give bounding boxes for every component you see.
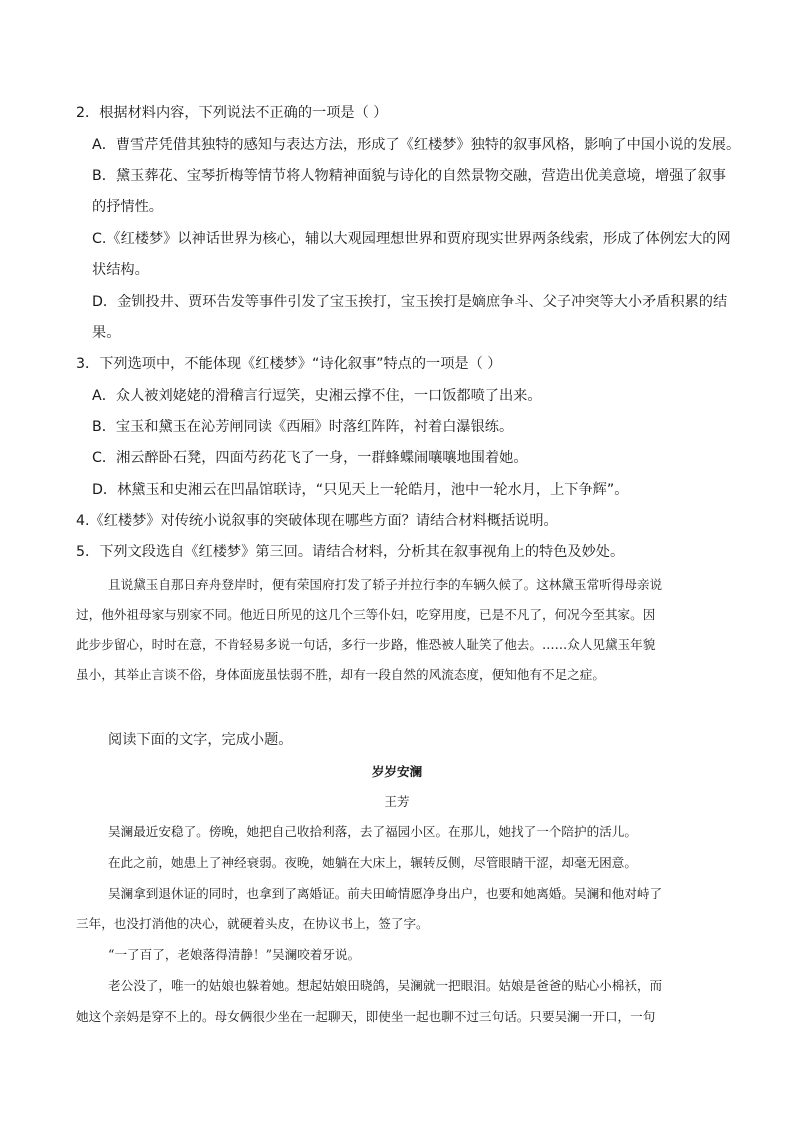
story-paragraph: 吴澜拿到退休证的同时，也拿到了离婚证。前夫田崎情愿净身出户，也要和她离婚。吴澜和他对峙了 [108, 886, 663, 901]
question-2-option-a: A．曹雪芹凭借其独特的感知与表达方法，形成了《红楼梦》独特的叙事风格，影响了中国小说的发展。 [92, 137, 741, 153]
story-paragraph: “一了百了，老娘落得清静！”吴澜咬着牙说。 [108, 947, 361, 962]
story-title: 岁岁安澜 [371, 764, 423, 779]
question-3-option-a: A．众人被刘姥姥的滑稽言行逗笑，史湘云撑不住，一口饭都喷了出来。 [92, 388, 542, 404]
question-4-stem: 4.《红楼梦》对传统小说叙事的突破体现在哪些方面？请结合材料概括说明。 [76, 513, 558, 529]
question-3-stem: 3．下列选项中，不能体现《红楼梦》“诗化叙事”特点的一项是（ ） [76, 356, 502, 372]
excerpt-line: 且说黛玉自那日弃舟登岸时，便有荣国府打发了轿子并拉行李的车辆久候了。这林黛玉常听得母亲说 [108, 577, 663, 592]
question-2-option-d: D．金钏投井、贾环告发等事件引发了宝玉挨打，宝玉挨打是嫡庶争斗、父子冲突等大小矛盾积累的结 [92, 294, 728, 310]
question-2-option-c-cont: 状结构。 [92, 262, 149, 278]
excerpt-line: 过，他外祖母家与别家不同。他近日所见的这几个三等仆妇，吃穿用度，已是不凡了，何况今至其家。因 [76, 607, 656, 622]
question-2-option-b: B．黛玉葬花、宝琴折梅等情节将人物精神面貌与诗化的自然景物交融，营造出优美意境，增强了叙事 [92, 168, 726, 184]
question-3-option-c: C．湘云醉卧石凳，四面芍药花飞了一身，一群蜂蝶闹嚷嚷地围着她。 [92, 450, 528, 466]
reading-instruction: 阅读下面的文字，完成小题。 [108, 732, 293, 748]
story-author: 王芳 [384, 794, 410, 809]
question-2-option-b-cont: 的抒情性。 [92, 199, 163, 215]
story-paragraph: 吴澜最近安稳了。傍晚，她把自己收拾利落，去了福园小区。在那儿，她找了一个陪护的活儿。 [108, 824, 637, 839]
story-paragraph-cont: 她这个亲妈是穿不上的。母女俩很少坐在一起聊天，即使坐一起也聊不过三句话。只要吴澜一开口，一句 [76, 1009, 656, 1024]
question-2-option-c: C.《红楼梦》以神话世界为核心，辅以大观园理想世界和贾府现实世界两条线索，形成了体例宏大的网 [92, 231, 731, 247]
story-paragraph-cont: 三年，也没打消他的决心，就硬着头皮，在协议书上，签了字。 [76, 916, 429, 931]
question-3-option-b: B．宝玉和黛玉在沁芳闸同读《西厢》时落红阵阵，衬着白瀑银练。 [92, 419, 514, 435]
excerpt-line: 此步步留心，时时在意，不肯轻易多说一句话，多行一步路，惟恐被人耻笑了他去。……众人见黛玉年貌 [76, 637, 656, 652]
question-3-option-d: D．林黛玉和史湘云在凹晶馆联诗，“只见天上一轮皓月，池中一轮水月，上下争辉”。 [92, 482, 629, 498]
question-2-option-d-cont: 果。 [92, 325, 121, 341]
excerpt-line: 虽小，其举止言谈不俗，身体面庞虽怯弱不胜，却有一段自然的风流态度，便知他有不足之症。 [76, 667, 605, 682]
question-5-stem: 5．下列文段选自《红楼梦》第三回。请结合材料，分析其在叙事视角上的特色及妙处。 [76, 544, 625, 560]
story-paragraph: 在此之前，她患上了神经衰弱。夜晚，她躺在大床上，辗转反侧，尽管眼睛干涩，却毫无困意。 [108, 855, 637, 870]
story-paragraph: 老公没了，唯一的姑娘也躲着她。想起姑娘田晓鸽，吴澜就一把眼泪。姑娘是爸爸的贴心小棉袄，而 [108, 978, 663, 993]
question-2-stem: 2．根据材料内容，下列说法不正确的一项是（ ） [76, 105, 388, 121]
